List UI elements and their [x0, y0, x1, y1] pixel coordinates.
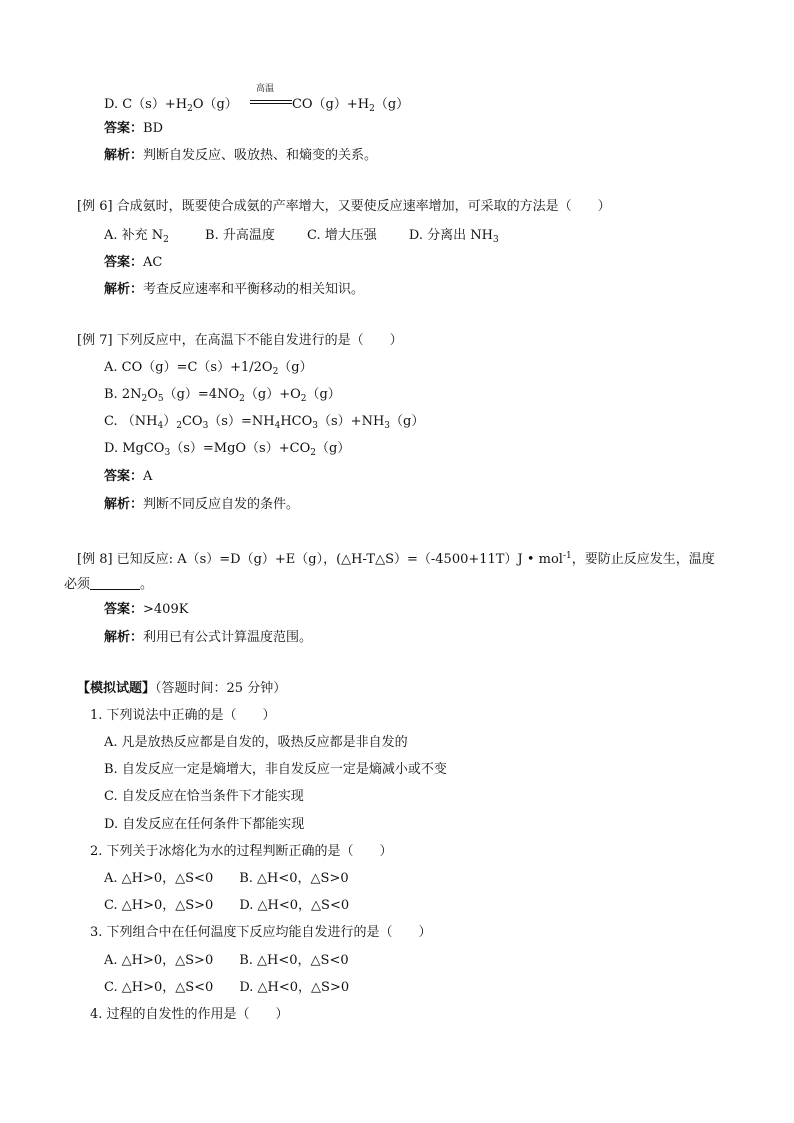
ex6-option-b: B. 升高温度 [205, 228, 275, 243]
option-c: C. △H>0，△S<0 [104, 980, 214, 995]
option-text: （g） [278, 360, 313, 375]
option-text: CO [181, 414, 203, 429]
ex5-d-text: CO（g）+H [291, 97, 370, 112]
sim-q2-options-ab [104, 871, 349, 887]
question-sup: -1 [562, 551, 572, 561]
ex5-d-text: （g） [374, 97, 410, 112]
ex6-option-a [104, 228, 169, 248]
option-b: B. △H<0，△S<0 [239, 953, 349, 968]
sim-q1-option-d: D. 自发反应在任何条件下都能实现 [104, 817, 305, 832]
question-text: 必须 [64, 577, 91, 592]
ex8-analysis [104, 630, 312, 646]
ex7-option-b [104, 387, 341, 407]
sim-title: 【模拟试题】 [77, 681, 156, 696]
analysis-text: 利用已有公式计算温度范围。 [143, 630, 313, 645]
answer-label: 答案： [104, 255, 144, 270]
option-sub: 3 [492, 235, 499, 245]
option-sub: 5 [157, 394, 164, 404]
option-text: （g）=4NO [163, 387, 240, 402]
option-sub: 4 [157, 421, 164, 431]
ex6-option-c: C. 增大压强 [307, 228, 377, 243]
option-sub: 3 [202, 421, 209, 431]
sim-q1-option-b: B. 自发反应一定是熵增大，非自发反应一定是熵减小或不变 [104, 762, 447, 777]
ex6-answer [104, 255, 162, 271]
answer-label: 答案： [104, 602, 144, 617]
reaction-condition-arrow [250, 84, 292, 110]
option-text: B. 2N [104, 387, 142, 402]
sim-q2-options-cd [104, 898, 349, 914]
option-sub: 3 [384, 421, 391, 431]
answer-label: 答案： [104, 121, 144, 136]
answer-value: AC [143, 255, 163, 270]
option-text: （g） [306, 387, 341, 402]
option-text: C. （NH [104, 414, 158, 429]
option-sub: 4 [274, 421, 281, 431]
option-sub: 2 [300, 394, 307, 404]
ex5-d-sub: 2 [187, 104, 193, 114]
ex5-d-text: O（g） [192, 97, 238, 112]
option-a: A. △H>0，△S<0 [104, 871, 214, 886]
sim-q3: 3. 下列组合中在任何温度下反应均能自发进行的是（ ） [90, 925, 432, 940]
answer-label: 答案： [104, 469, 144, 484]
ex5-analysis [104, 148, 377, 164]
option-text: D. 分离出 NH [408, 228, 493, 243]
analysis-text: 判断不同反应自发的条件。 [143, 497, 300, 512]
option-a: A. △H>0，△S>0 [104, 953, 214, 968]
option-sub: 2 [310, 448, 316, 458]
option-text: A. CO（g）=C（s）+1/2O [104, 360, 273, 375]
option-sub: 2 [163, 235, 169, 245]
ex7-option-c [104, 414, 424, 434]
option-text: （g） [390, 414, 425, 429]
ex7-option-d [104, 441, 350, 461]
ex7-question: [例 7] 下列反应中，在高温下不能自发进行的是（ ） [77, 333, 403, 348]
ex5-d-text: D. C（s）+H [104, 97, 188, 112]
ex5-option-d [104, 84, 410, 117]
answer-blank[interactable] [90, 575, 140, 590]
ex6-question: [例 6] 合成氨时，既要使合成氨的产率增大，又要使反应速率增加，可采取的方法是（ ） [77, 199, 611, 214]
option-text: （s）+NH [318, 414, 385, 429]
sim-q3-options-cd [104, 980, 349, 996]
option-text: O [147, 387, 158, 402]
option-text: ） [163, 414, 177, 429]
answer-value: A [143, 469, 153, 484]
option-text: （s）=NH [208, 414, 275, 429]
option-d: D. △H<0，△S<0 [239, 898, 350, 913]
sim-heading [77, 681, 286, 697]
option-sub: 3 [312, 421, 318, 431]
option-text: A. 补充 N [104, 228, 164, 243]
ex5-answer [104, 121, 163, 137]
sim-q4: 4. 过程的自发性的作用是（ ） [90, 1007, 289, 1022]
option-sub: 2 [141, 394, 148, 404]
sim-q1: 1. 下列说法中正确的是（ ） [90, 708, 276, 723]
equation-bar [250, 100, 292, 104]
ex5-d-sub: 2 [369, 104, 375, 114]
sim-q3-options-ab [104, 953, 349, 969]
analysis-label: 解析： [104, 497, 144, 512]
analysis-label: 解析： [104, 282, 144, 297]
ex7-answer [104, 469, 152, 485]
option-text: （s）=MgO（s）+CO [170, 441, 311, 456]
ex8-question-line2 [64, 575, 153, 593]
ex8-answer [104, 602, 188, 618]
option-sub: 2 [176, 421, 182, 431]
option-d: D. △H<0，△S>0 [239, 980, 350, 995]
analysis-label: 解析： [104, 148, 144, 163]
sim-subtitle: （答题时间：25 分钟） [155, 681, 287, 696]
analysis-label: 解析： [104, 630, 144, 645]
analysis-text: 考查反应速率和平衡移动的相关知识。 [143, 282, 365, 297]
answer-value: >409K [143, 602, 189, 617]
ex6-option-d [409, 228, 499, 248]
option-c: C. △H>0，△S>0 [104, 898, 214, 913]
option-b: B. △H<0，△S>0 [239, 871, 349, 886]
question-text: [例 8] 已知反应: A（s）=D（g）+E（g），(△H-T△S）=（-4500+11T）J • mol [77, 552, 563, 567]
option-text: D. MgCO [104, 441, 165, 456]
sim-q1-option-c: C. 自发反应在恰当条件下才能实现 [104, 789, 304, 804]
option-sub: 2 [239, 394, 245, 404]
option-sub: 2 [272, 367, 279, 377]
ex6-analysis [104, 282, 364, 298]
analysis-text: 判断自发反应、吸放热、和熵变的关系。 [143, 148, 378, 163]
reaction-condition-label: 高温 [255, 84, 274, 94]
question-text: ，要防止反应发生，温度 [571, 552, 715, 567]
answer-value: BD [143, 121, 163, 136]
question-text: 。 [140, 577, 154, 592]
sim-q2: 2. 下列关于冰熔化为水的过程判断正确的是（ ） [90, 844, 393, 859]
ex8-question [77, 548, 715, 568]
option-sub: 3 [164, 448, 171, 458]
ex6-options [104, 228, 499, 248]
option-text: （g） [315, 441, 351, 456]
option-text: HCO [280, 414, 313, 429]
ex7-option-a [104, 360, 313, 380]
option-text: （g）+O [244, 387, 301, 402]
ex7-analysis [104, 497, 299, 513]
sim-q1-option-a: A. 凡是放热反应都是自发的，吸热反应都是非自发的 [104, 735, 408, 750]
